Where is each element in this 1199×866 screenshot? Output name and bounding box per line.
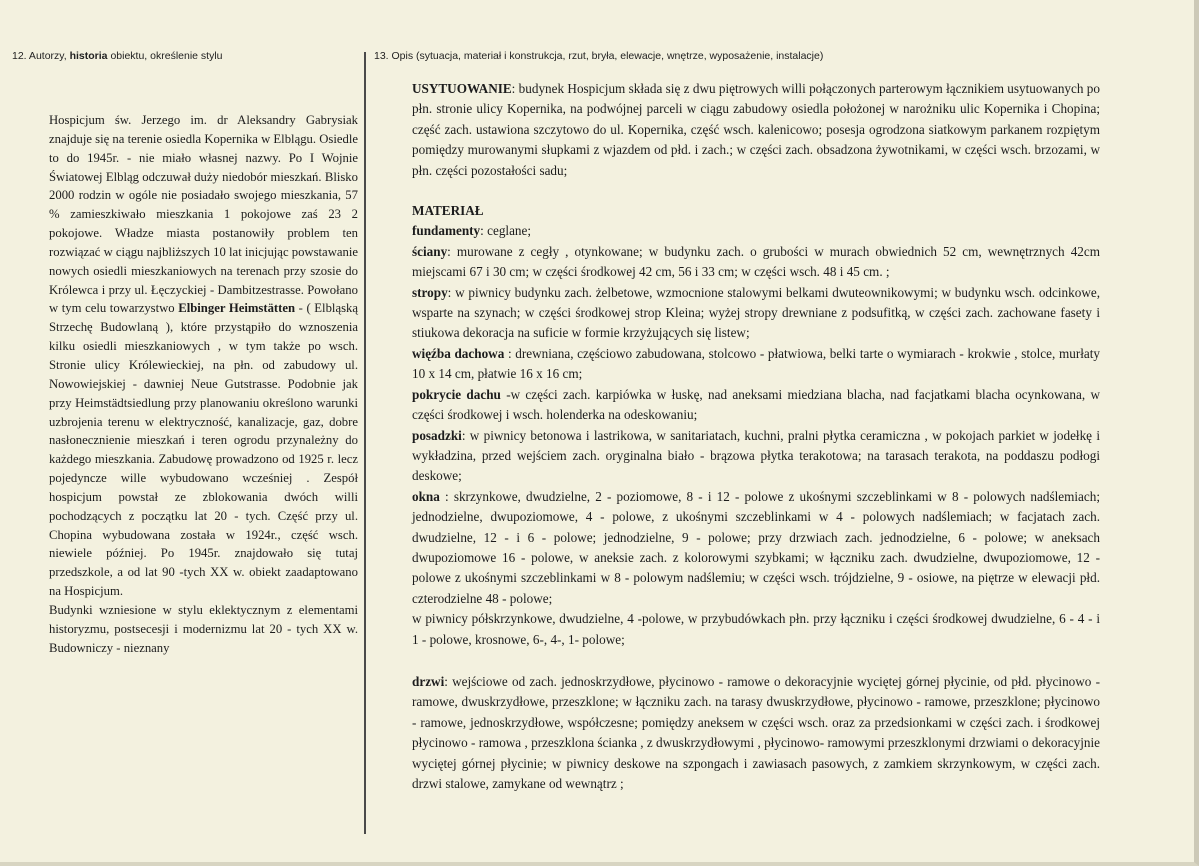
- drzwi-text: : wejściowe od zach. jednoskrzydłowe, płycinowo - ramowe o dekoracyjnie wyciętej górnej płycinie, od płd. płycinowo - ramowe, dwuskrzydłowe, przeszklone; w łączniku zach. na tarasy dwuskrzydłowe, płycinowo - ramowe, przeszklone; płycinowo - ramowe, jednoskrzydłowe, współczesne; pomiędzy aneksem w części wsch. oraz za przedsionkami w części zach. i środkowej płycinowo - ramowa , przeszklona ścianka , z dwuskrzydłowymi , płycinowo- ramowymi przeszklonymi drzwiami o dekoracyjnie wyciętej górnej płycinie; w piwnicy deskowe na szpongach i zawiasach pasowych, z zamkiem skrzynkowym, w części zach. drzwi stalowe, zamykane od wewnątrz ;: [412, 673, 1100, 791]
- okna-paragraph-2: w piwnicy półskrzynkowe, dwudzielne, 4 -polowe, w przybudówkach płn. przy łączniku i części środkowej dwudzielne, 6 - 4 - i 1 - polowe, krosnowe, 6-, 4-, 1- polowe;: [412, 611, 1100, 647]
- usytuowanie-text: : budynek Hospicjum składa się z dwu piętrowych willi połączonych parterowym łącznikiem usytuowanych po płn. stronie ulicy Kopernika, na podwójnej parceli w ciągu zabudowy osiedla położonej w narożniku ulic Kopernika i Chopina; część zach. ustawiona szczytowo do ul. Kopernika, część wsch. kalenicowo; posesja ogrodzona siatkowym parkanem rozpiętym pomiędzy murowanymi słupkami z wjazdem od płd. i zach.; w części zach. obsadzona żywotnikami, w części wsch. brzozami, w płn. części pozostałości sadu;: [412, 81, 1100, 178]
- style-paragraph: Budynki wzniesione w stylu eklektycznym z elementami historyzmu, postsecesji i modernizmu lat 20 - tych XX w. Budowniczy - nieznany: [49, 602, 358, 655]
- posadzki-text: : w piwnicy betonowa i lastrikowa, w sanitariatach, kuchni, pralni płytka ceramiczna , w pokojach parkiet w jodełkę i wykładzina, przed wejściem zach. oryginalna biało - brązowa płytka terakotowa; na tarasach terakota, na poddaszu podłogi deskowe;: [412, 427, 1100, 484]
- pokrycie-text: -w części zach. karpiówka w łuskę, nad aneksami miedziana blacha, nad facjatkami blacha ocynkowana, w części środkowej i wsch. holenderka na odeskowaniu;: [412, 386, 1100, 423]
- material-heading: [412, 201, 1100, 221]
- fundamenty-label: fundamenty: [412, 223, 481, 239]
- history-text-a: Hospicjum św. Jerzego im. dr Aleksandry Gabrysiak znajduje się na terenie osiedla Kopernika w Elblągu. Osiedle to do 1945r. - nie miało własnej nazwy. Po I Wojnie Światowej Elbląg odczuwał duży niedobór mieszkań. Blisko 2000 rodzin w ogóle nie posiadało swojego mieszkania, 57 % zamieszkiwało mieszkania 1 pokojowe zaś 23 2 pokojowe. Władze miasta postanowiły problem ten rozwiązać w ciągu najbliższych 10 lat inicjując powstawanie nowych osiedli mieszkaniowych na terenach przy szosie do Królewca i przy ul. Łęczyckiej - Dambitzestrasse. Powołano w tym celu towarzystwo: [49, 113, 358, 316]
- fundamenty-paragraph: [412, 221, 1100, 241]
- column-divider: [364, 52, 366, 834]
- usytuowanie-label: USYTUOWANIE: [412, 81, 512, 96]
- wiezba-text: : drewniana, częściowo zabudowana, stolcowo - płatwiowa, belki tarte o wymiarach - krokwie , stolce, murłaty 10 x 14 cm, płatwie 16 x 16 cm;: [412, 345, 1100, 382]
- description-column: [412, 79, 1100, 794]
- history-column: [49, 111, 358, 657]
- posadzki-paragraph: [412, 426, 1100, 487]
- usytuowanie-paragraph: [412, 79, 1100, 181]
- stropy-label: stropy: [412, 284, 448, 300]
- section-12-header-suffix: obiektu, określenie stylu: [107, 50, 223, 62]
- section-12-header-bold: historia: [69, 50, 108, 62]
- history-text-b: - ( Elbląską Strzechę Budowlaną ), które przystąpiło do wznoszenia kilku osiedli mieszkaniowych , w tym także po wsch. Stronie ulicy Królewieckiej, na płn. od zabudowy ul. Nowowiejskiej - dawniej Neue Gutstrasse. Podobnie jak przy Heimstädtsiedlung przy planowaniu określono warunki uzbrojenia terenu w elektryczność, kanalizacje, gaz, dobre nasłonecznienie mieszkań i teren ogrodu przynależny do każdego mieszkania. Zabudowę prowadzono od 1925 r. lecz pojedyncze wille wybudowano wcześniej . Zespół hospicjum powstał ze zblokowania dwóch willi pochodzących z początku lat 20 - tych. Część przy ul. Chopina wybudowana została w 1924r., część wsch. niewiele później. Po 1945r. znajdowało się tutaj przedszkole, a od lat 90 -tych XX w. obiekt zaadaptowano na Hospicjum.: [49, 301, 358, 599]
- material-label: MATERIAŁ: [412, 203, 484, 219]
- okna-paragraph: [412, 487, 1100, 609]
- sciany-label: ściany: [412, 243, 448, 259]
- section-13-header: 13. Opis (sytuacja, materiał i konstrukcja, rzut, bryła, elewacje, wnętrze, wyposażenie, instalacje): [374, 50, 824, 62]
- okna-text: : skrzynkowe, dwudzielne, 2 - poziomowe, 8 - i 12 - polowe z ukośnymi szczeblinkami w 8 - polowych nadślemiach; jednodzielne, dwupoziomowe, 4 - polowe, z ukośnymi szczeblinkami w 4 - polowych nadślemiach; w facjatach zach. dwudzielne, 12 - i 6 - polowe; jednodzielne, 9 - polowe; przy drzwiach zach. jednodzielne, 6 - polowe; w aneksach dwupoziomowe 16 - polowe, w aneksie zach. z kolorowymi szybkami; w łączniku zach. dwudzielne, dwupoziomowe, 12 - polowe z ukośnymi szczeblinkami w 8 - polowym nadślemiu; w części wsch. trójdzielne, 9 - osiowe, na piętrze w elewacji płd. czterodzielne 48 - polowe;: [412, 488, 1100, 606]
- history-paragraph: [49, 111, 358, 601]
- association-name: Elbinger Heimstätten: [178, 301, 296, 316]
- wiezba-paragraph: [412, 344, 1100, 385]
- stropy-text: : w piwnicy budynku zach. żelbetowe, wzmocnione stalowymi belkami dwuteownikowymi; w budynku wsch. odcinkowe, wsparte na szynach; w części środkowej strop Kleina; wyżej stropy drewniane z podsufitką, w części zach. zachowane fasety i stiukowa dekoracja na suficie w formie krzyżujących się listew;: [412, 284, 1100, 341]
- stropy-paragraph: [412, 283, 1100, 344]
- sciany-text: : murowane z cegły , otynkowane; w budynku zach. o grubości w murach obwiednich 52 cm, wewnętrznych 42cm miejscami 67 i 30 cm; w części środkowej 42 cm, 56 i 33 cm; w części wsch. 48 i 45 cm. ;: [412, 243, 1100, 280]
- section-12-header: [12, 50, 223, 62]
- pokrycie-label: pokrycie dachu: [412, 386, 501, 402]
- pokrycie-paragraph: [412, 385, 1100, 426]
- drzwi-paragraph: [412, 672, 1100, 794]
- wiezba-label: więźba dachowa: [412, 345, 505, 361]
- spacer: [412, 650, 1100, 672]
- posadzki-label: posadzki: [412, 427, 462, 443]
- section-12-header-prefix: 12. Autorzy,: [12, 50, 70, 62]
- okna-label: okna: [412, 488, 440, 504]
- sciany-paragraph: [412, 242, 1100, 283]
- drzwi-label: drzwi: [412, 673, 445, 689]
- spacer: [412, 181, 1100, 201]
- fundamenty-text: : ceglane;: [480, 223, 532, 239]
